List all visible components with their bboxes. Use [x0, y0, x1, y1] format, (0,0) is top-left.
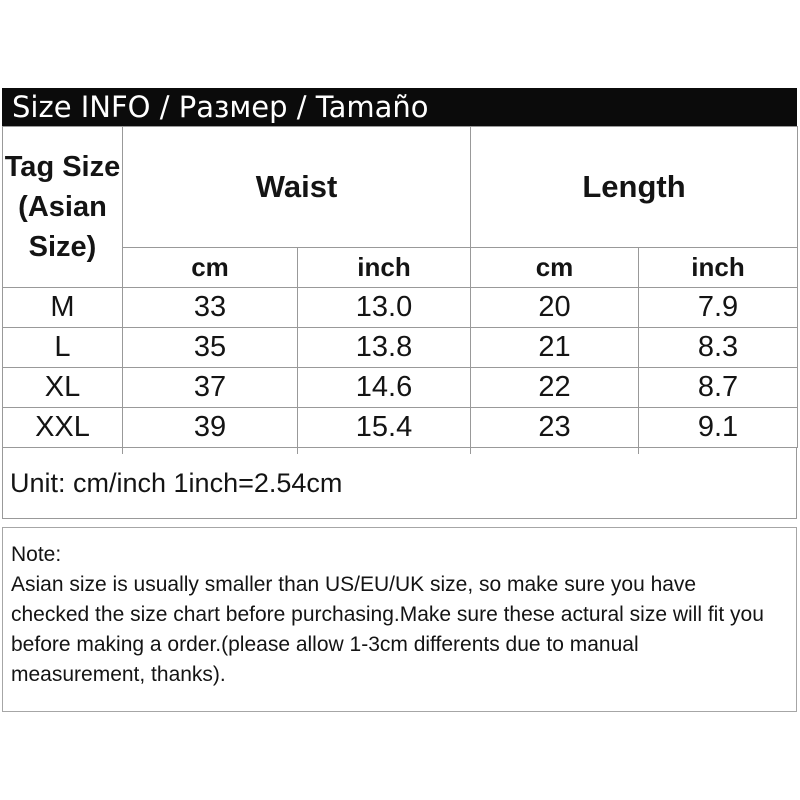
length-group-header: Length: [471, 127, 798, 248]
title-bar: [2, 88, 797, 126]
table-subheader-row: [3, 248, 798, 288]
waist-inch-header: inch: [298, 248, 471, 288]
waist-inch-cell: 15.4: [298, 408, 471, 448]
note-text-line: before making a order.(please allow 1-3cm differents due to manual: [11, 633, 639, 656]
note-text-line: checked the size chart before purchasing.Make sure these actural size will fit you: [11, 603, 764, 626]
unit-box: [2, 447, 797, 519]
tag-size-cell: XL: [3, 368, 123, 408]
tag-size-cell: M: [3, 288, 123, 328]
waist-cm-cell: 37: [123, 368, 298, 408]
waist-inch-cell: 13.0: [298, 288, 471, 328]
waist-inch-cell: 14.6: [298, 368, 471, 408]
waist-inch-cell: 13.8: [298, 328, 471, 368]
length-inch-header: inch: [639, 248, 798, 288]
length-cm-cell: 21: [471, 328, 639, 368]
waist-group-header: Waist: [123, 127, 471, 248]
note-text-line: Asian size is usually smaller than US/EU/UK size, so make sure you have: [11, 573, 697, 596]
grid-stub: [297, 448, 298, 454]
note-text-line: measurement, thanks).: [11, 663, 226, 686]
tag-size-cell: L: [3, 328, 123, 368]
title-text: Size INFO / Размер / Tamaño: [12, 90, 429, 124]
size-row-xxl: [3, 408, 798, 448]
note-box: [2, 527, 797, 712]
size-table: [2, 126, 798, 448]
length-cm-header: cm: [471, 248, 639, 288]
length-inch-cell: 9.1: [639, 408, 798, 448]
note-label: Note:: [11, 543, 62, 566]
unit-text: Unit: cm/inch 1inch=2.54cm: [10, 467, 343, 498]
waist-cm-header: cm: [123, 248, 298, 288]
length-inch-cell: 7.9: [639, 288, 798, 328]
length-inch-cell: 8.7: [639, 368, 798, 408]
size-row-m: [3, 288, 798, 328]
waist-cm-cell: 35: [123, 328, 298, 368]
length-inch-cell: 8.3: [639, 328, 798, 368]
size-row-l: [3, 328, 798, 368]
grid-stub: [122, 448, 123, 454]
waist-cm-cell: 33: [123, 288, 298, 328]
length-cm-cell: 20: [471, 288, 639, 328]
grid-stub: [470, 448, 471, 454]
grid-stub: [638, 448, 639, 454]
tag-size-cell: XXL: [3, 408, 123, 448]
length-cm-cell: 22: [471, 368, 639, 408]
waist-cm-cell: 39: [123, 408, 298, 448]
length-cm-cell: 23: [471, 408, 639, 448]
table-header-row: [3, 127, 798, 248]
corner-header-tag-size: Tag Size (Asian Size): [3, 127, 123, 288]
size-row-xl: [3, 368, 798, 408]
